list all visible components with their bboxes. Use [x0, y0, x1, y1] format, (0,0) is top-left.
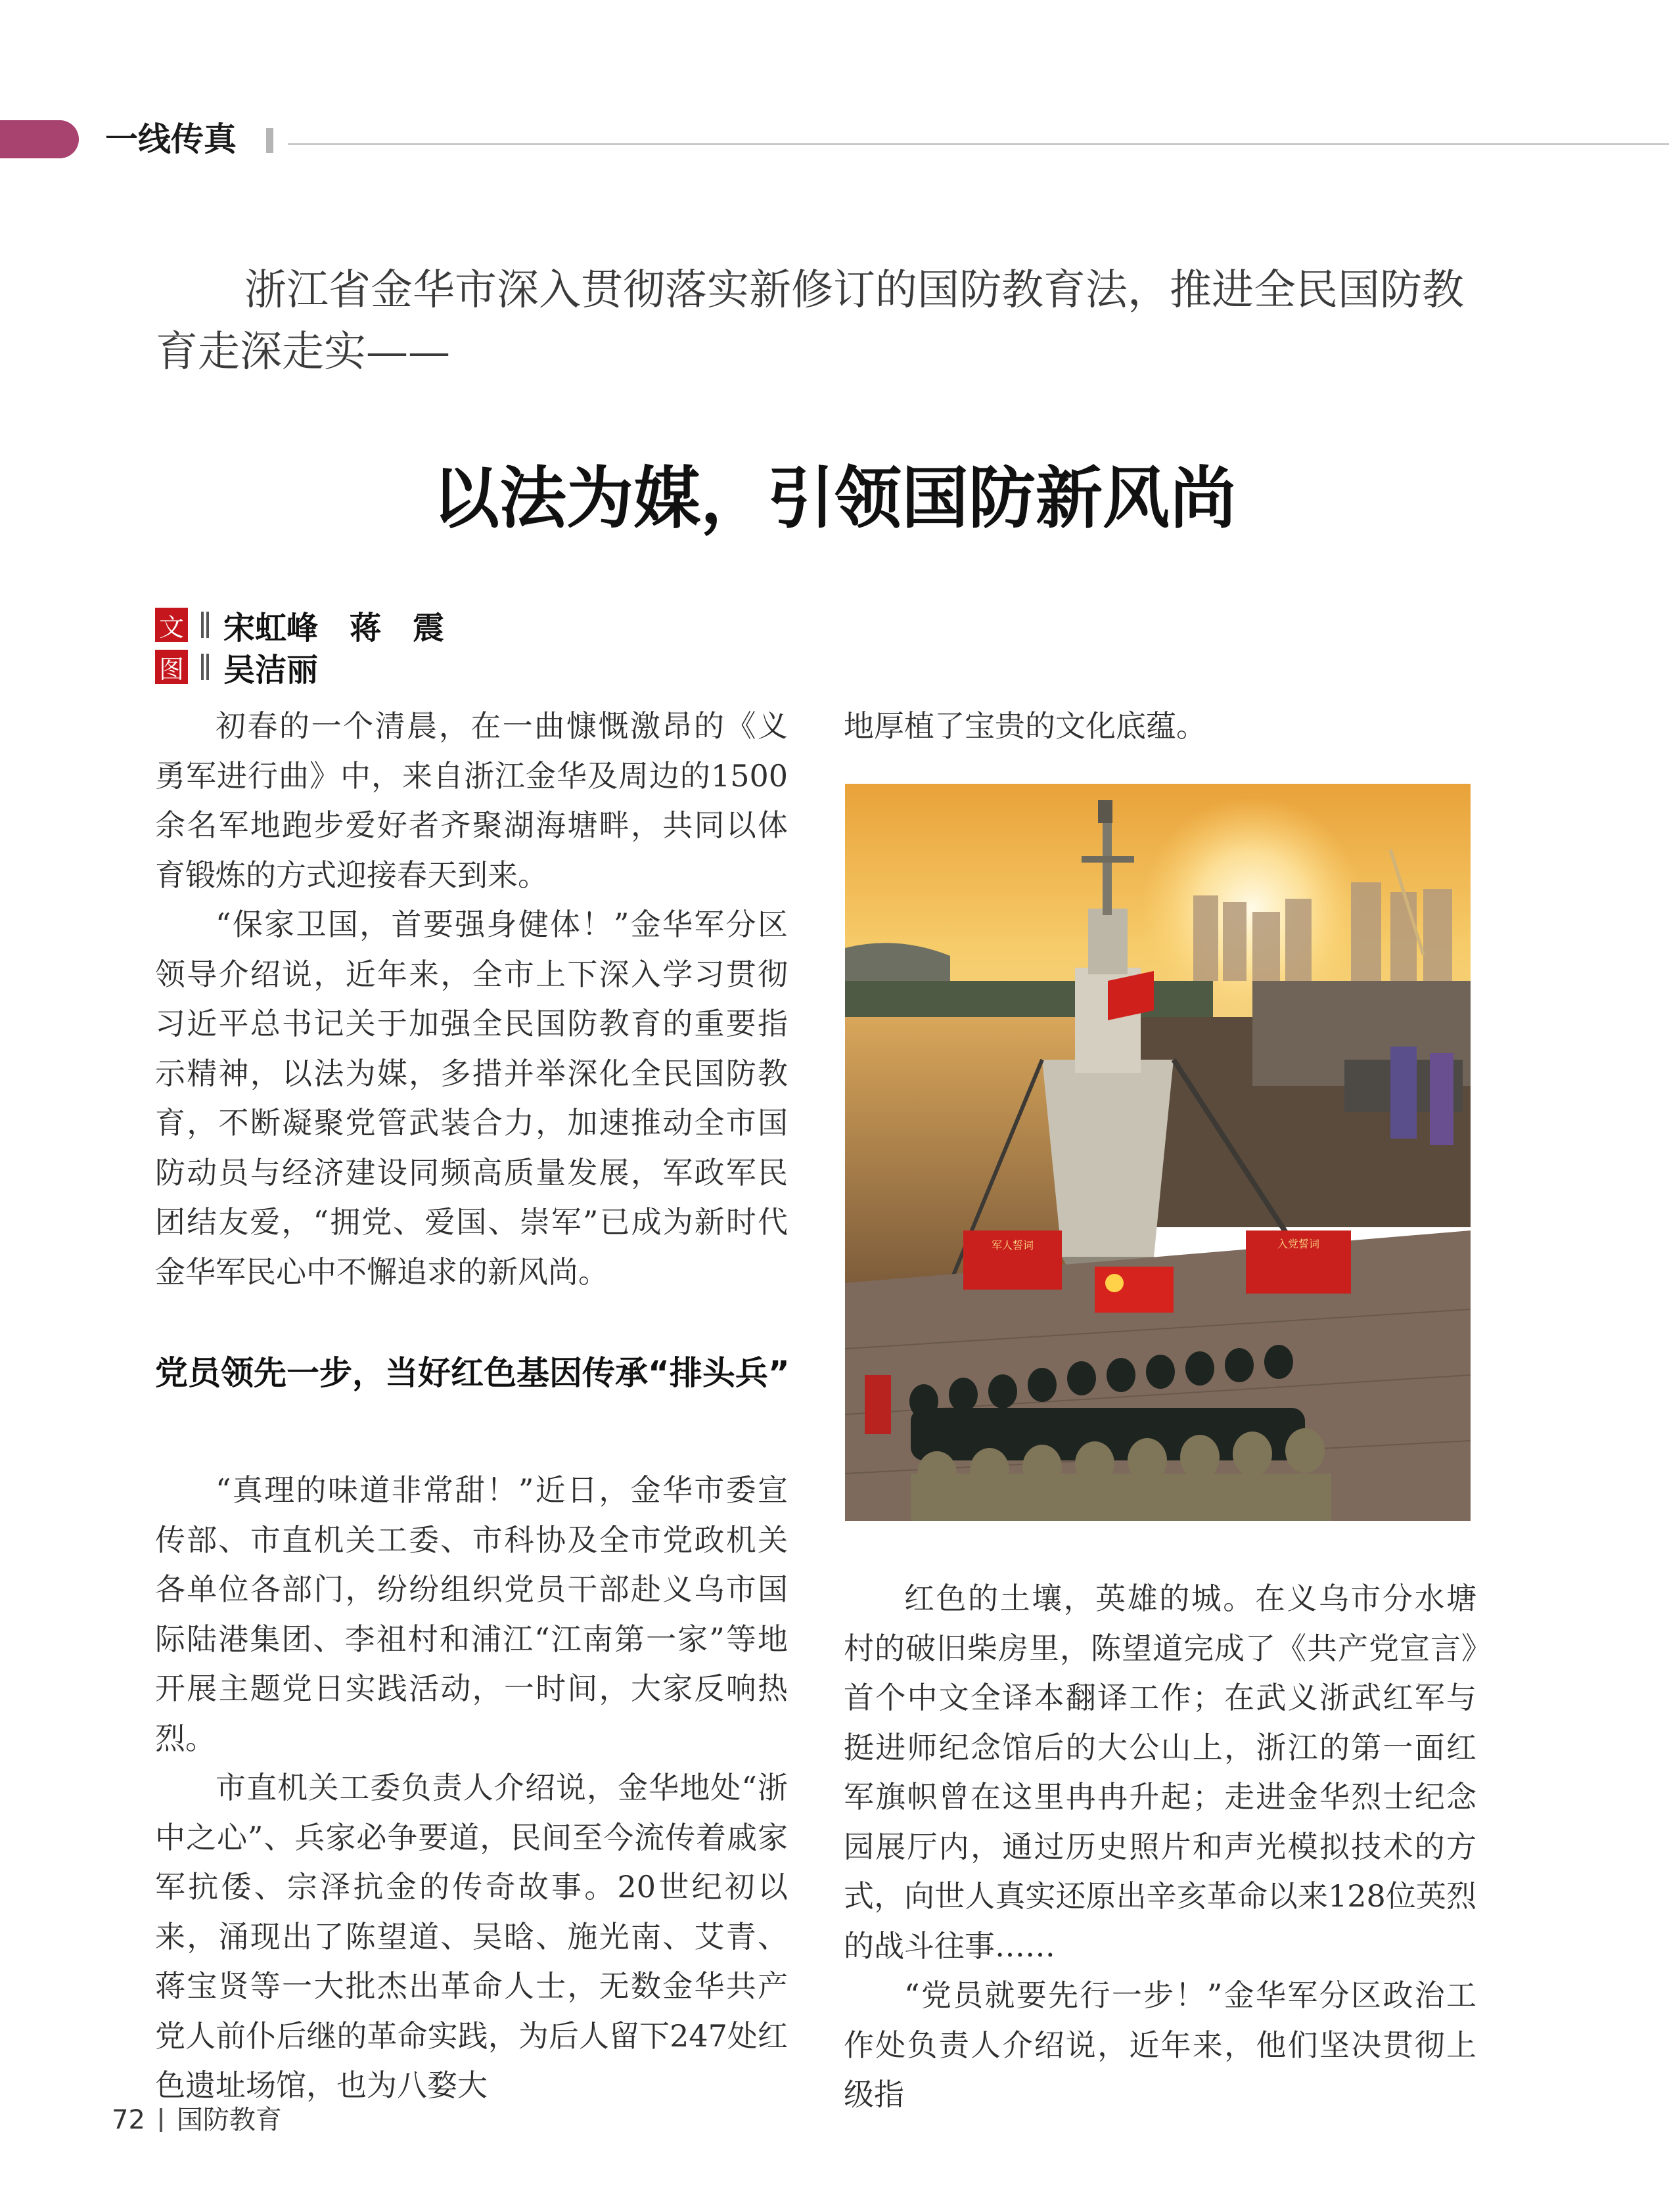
- body-paragraph: 初春的一个清晨，在一曲慷慨激昂的《义勇军进行曲》中，来自浙江金华及周边的1500余名军地跑步爱好者齐聚湖海塘畔，共同以体育锻炼的方式迎接春天到来。: [155, 708, 788, 893]
- section-subheading: 党员领先一步，当好红色基因传承“排头兵”: [155, 1354, 790, 1392]
- page-footer: [112, 2104, 282, 2136]
- header-rule: [288, 143, 1669, 145]
- article-photo-warship-ceremony: [845, 784, 1471, 1521]
- body-paragraph: 市直机关工委负责人介绍说，金华地处“浙中之心”、兵家必争要道，民间至今流传着戚家军抗倭、宗泽抗金的传奇故事。20世纪初以来，涌现出了陈望道、吴晗、施光南、艾青、蒋宝贤等一大批杰出革命人士，无数金华共产党人前仆后继的革命实践，为后人留下247处红色遗址场馆，也为八婺大: [155, 1770, 788, 2103]
- publication-name: 国防教育: [176, 2105, 282, 2135]
- body-paragraph: “党员就要先行一步！”金华军分区政治工作处负责人介绍说，近年来，他们坚决贯彻上级指: [844, 1977, 1476, 2112]
- body-paragraph: “真理的味道非常甜！”近日，金华市委宣传部、市直机关工委、市科协及全市党政机关各单位各部门，纷纷组织党员干部赴义乌市国际陆港集团、李祖村和浦江“江南第一家”等地开展主题党日实践活动，一时间，大家反响热烈。: [155, 1472, 788, 1756]
- left-column-bottom: [155, 1466, 788, 2111]
- byline-separator: [201, 612, 209, 638]
- page-number: 72: [112, 2105, 145, 2135]
- body-paragraph-continuation: 地厚植了宝贵的文化底蕴。: [844, 708, 1206, 744]
- banner-right-label: 入党誓词: [1277, 1238, 1320, 1250]
- footer-divider: [160, 2108, 162, 2132]
- body-paragraph: 红色的土壤，英雄的城。在义乌市分水塘村的破旧柴房里，陈望道完成了《共产党宣言》首个中文全译本翻译工作；在武义浙武红军与挺进师纪念馆后的大公山上，浙江的第一面红军旗帜曾在这里冉冉升起；走进金华烈士纪念园展厅内，通过历史照片和声光模拟技术的方式，向世人真实还原出辛亥革命以来128位英烈的战斗往事……: [844, 1581, 1476, 1964]
- body-paragraph: “保家卫国，首要强身健体！”金华军分区领导介绍说，近年来，全市上下深入学习贯彻习近平总书记关于加强全民国防教育的重要指示精神，以法为媒，多措并举深化全民国防教育，不断凝聚党管武装合力，加速推动全市国防动员与经济建设同频高质量发展，军政军民团结友爱，“拥党、爱国、崇军”已成为新时代金华军民心中不懈追求的新风尚。: [155, 907, 788, 1290]
- section-divider: [266, 128, 273, 153]
- right-column-top: [844, 702, 1476, 752]
- section-label: 一线传真: [105, 120, 237, 158]
- byline-tag-photo: 图: [155, 650, 188, 684]
- article-headline: 以法为媒，引领国防新风尚: [432, 460, 1237, 538]
- banner-left-label: 军人誓词: [991, 1239, 1034, 1252]
- section-tab-marker: [0, 120, 79, 158]
- byline-separator: [201, 654, 209, 680]
- byline-authors: 宋虹峰 蒋 震: [223, 609, 445, 646]
- right-column-bottom: [844, 1574, 1476, 2120]
- left-column-top: [155, 702, 788, 1297]
- lead-paragraph: 浙江省金华市深入贯彻落实新修订的国防教育法，推进全民国防教育走深走实——: [156, 266, 1464, 376]
- byline-tag-text: 文: [155, 608, 188, 642]
- byline-photo: [155, 648, 318, 686]
- byline-photographer: 吴洁丽: [223, 651, 319, 688]
- byline-text: [155, 606, 444, 644]
